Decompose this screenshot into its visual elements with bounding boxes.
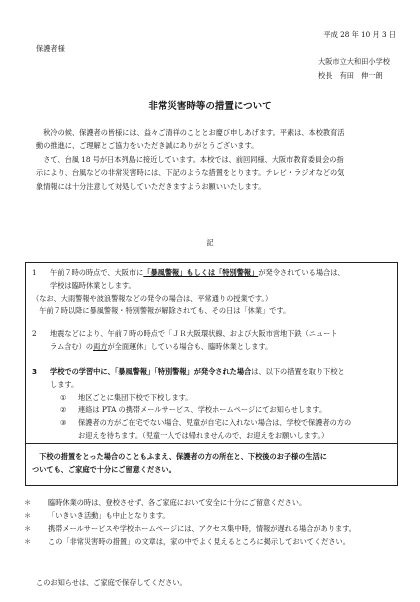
- principal-name: 校長 有田 伸一朗: [318, 71, 383, 80]
- section-number: 3: [32, 367, 38, 376]
- box-note-line: 下校の措置をとった場合のこともふまえ、保護者の方の所在と、下校後のお子様の生活に: [32, 452, 327, 461]
- section-2-line1: [32, 328, 393, 341]
- intro-line: 動の推進に、ご理解とご協力をいただき誠にありがとうございます。: [36, 141, 259, 151]
- section-1-line3: （なお、大雨警報や波浪警報などの発令の場合は、平常通りの授業です。）: [32, 293, 273, 303]
- section-3-item: [32, 417, 393, 430]
- asterisk-mark: ＊: [24, 511, 32, 520]
- document-title: 非常災害時等の措置について: [148, 101, 272, 112]
- text: 保護者の方がご在宅でない場合、児童が自宅に入れない場合は、学校で保護者の方の: [78, 418, 352, 428]
- section-1: [32, 267, 393, 318]
- asterisk-mark: ＊: [24, 537, 32, 546]
- section-number: 1: [32, 268, 37, 277]
- section-3-item-cont: お迎えを待ちます。（児童一人では帰れませんので、お迎えをお願いします。）: [78, 430, 329, 440]
- section-3-line1: [32, 366, 393, 379]
- section-1-line4: 午前７時以降に暴風警報・特別警報が解除されても、その日は「休業」です。: [32, 306, 291, 316]
- box-note-line: ついても、ご家庭で十分にご留意ください。: [32, 464, 176, 474]
- text: この「非常災害時の措置」の文章は，家の中でよく見えるところに掲示しておいてください。: [48, 537, 350, 546]
- intro-line: 示により、台風などの非常災害時には、下記のような措置をとります。テレビ・ラジオなどの気: [36, 168, 345, 178]
- text: 午前７時の時点で、大阪市に: [50, 268, 144, 277]
- section-2-line2: [32, 341, 393, 354]
- intro-paragraph: [36, 126, 388, 193]
- intro-line: 秋冷の候、保護者の皆様には、益々ご清祥のこととお慶び申しあげます。平素は、本校教育活: [36, 128, 345, 137]
- addressee: 保護者様: [36, 44, 65, 53]
- text: 地区ごとに集団下校で下校します。: [78, 392, 193, 402]
- section-3-item: [32, 404, 393, 417]
- section-3-line2: します。: [50, 379, 79, 389]
- text: 連絡は PTA の携帯メールサービス、学校ホームページにてお知らせします。: [78, 405, 327, 415]
- school-name: 大阪市立大和田小学校: [318, 57, 390, 66]
- text: は、以下の措置を取り下校と: [251, 367, 345, 376]
- text: が全面運休」している場合も、臨時休業とします。: [107, 341, 273, 351]
- list-item: [24, 535, 396, 548]
- section-3-emphasis: 学校での学習中に、「暴風警報」「特別警報」が発令された場合: [50, 367, 252, 376]
- intro-line: さて、台風 18 号が日本列島に接近しています。本校では、前回同様、大阪市教育委員会の指: [36, 154, 344, 164]
- list-item: [24, 509, 396, 522]
- text: が発令されている場合は、: [258, 268, 345, 277]
- ki-heading: 記: [206, 238, 214, 247]
- list-item: [24, 522, 396, 535]
- circled-number: ③: [60, 418, 67, 428]
- section-3: [32, 366, 393, 443]
- circled-number: ②: [60, 405, 67, 415]
- asterisk-mark: ＊: [24, 524, 32, 533]
- section-number: 2: [32, 329, 37, 338]
- asterisk-mark: ＊: [24, 498, 32, 507]
- box-divider: [26, 443, 397, 444]
- box-note: [32, 451, 393, 477]
- intro-line: 象情報には十分注意して対処していただきますようお願いいたします。: [36, 181, 266, 191]
- text: 地震などにより、午前７時の時点で「ＪＲ大阪環状線、および大阪市営地下鉄（ニュート: [50, 329, 338, 338]
- section-2: [32, 328, 393, 354]
- notes-list: [24, 496, 396, 548]
- text: ラム含む）の: [50, 341, 94, 351]
- warning-emphasis: 「暴風警報」もしくは「特別警報」: [143, 268, 259, 277]
- text: 臨時休業の時は、登校させず、各ご家庭において安全に十分にご留意ください。: [48, 498, 307, 507]
- document-date: 平成 28 年 10 月 3 日: [323, 30, 396, 39]
- measures-box: [25, 262, 398, 486]
- section-3-item: [32, 392, 393, 405]
- section-1-line1: [32, 267, 393, 280]
- section-1-line2: 学校は臨時休業とします。: [50, 280, 136, 290]
- circled-number: ①: [60, 392, 67, 402]
- text: 携帯メールサービスや学校ホームページには、アクセス集中時，情報が遅れる場合があります。: [48, 524, 356, 533]
- footer-note: このお知らせは、ご家庭で保存してください。: [36, 578, 187, 587]
- text: 「いきいき活動」も中止となります。: [48, 511, 170, 520]
- both-emphasis: 両方: [93, 341, 108, 351]
- list-item: [24, 496, 396, 509]
